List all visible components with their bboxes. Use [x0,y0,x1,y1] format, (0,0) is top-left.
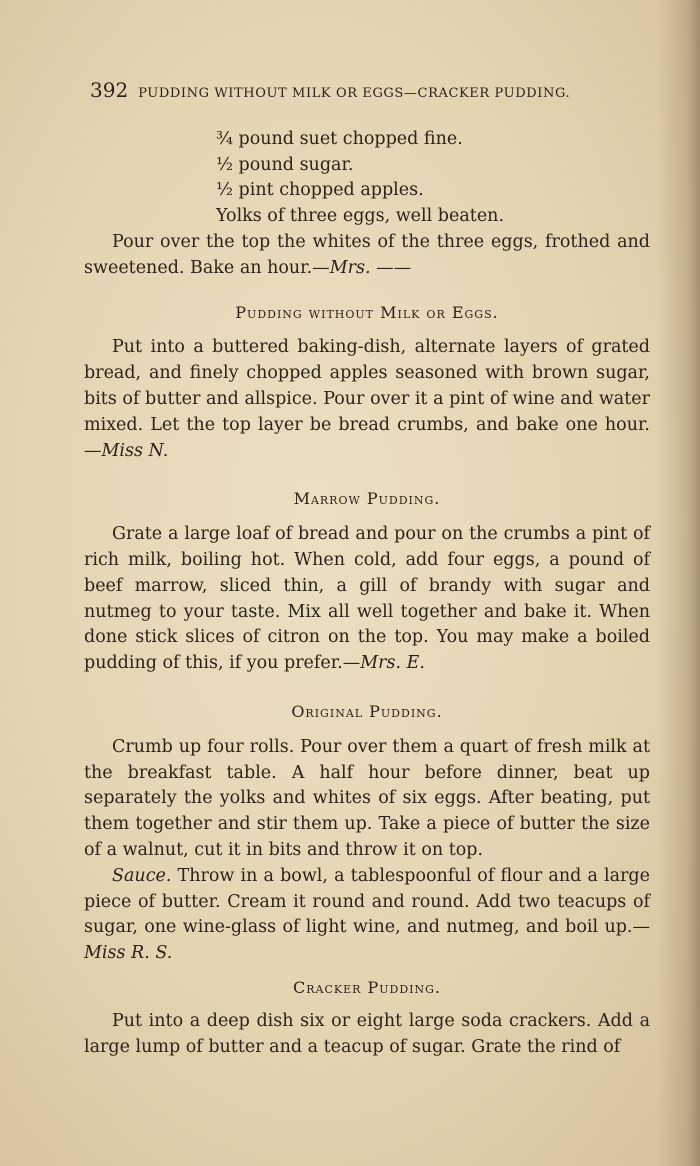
recipe-text: Put into a deep dish six or eight large soda crackers. Add a large lump of butter and a teacup of sugar. Grate the rind of [84,1010,650,1057]
recipe-body [84,1009,650,1061]
recipe-signature: Mrs. E. [360,653,425,674]
recipe-body [84,735,650,864]
ingredient-list [84,127,650,230]
ingredient-line: Yolks of three eggs, well beaten. [216,206,505,227]
sauce-label: Sauce. [112,865,172,886]
sauce-text: Throw in a bowl, a tablespoonful of flour and a large piece of butter. Cream it round and round. Add two teacups of sugar, one wine-glass of light wine, and nutmeg, and boil up.— [84,865,650,938]
recipe-title: Marrow Pudding. [293,489,441,509]
intro-paragraph [84,230,650,282]
ingredient-line: ½ pound sugar. [216,154,354,175]
recipe-title: Original Pudding. [291,701,443,721]
recipe-body [84,335,650,464]
recipe-text: Crumb up four rolls. Pour over them a quart of fresh milk at the breakfast table. A half hour before dinner, beat up separately the yolks and whites of six eggs. After beating, put them together and stir them up. Take a piece of butter the size of a walnut, cut it in bits and throw it on top. [84,736,650,860]
intro-text: Pour over the top the whites of the three eggs, frothed and sweetened. Bake an hour.— [84,231,650,278]
running-title: PUDDING WITHOUT MILK OR EGGS—CRACKER PUDDING. [138,86,571,101]
sauce-paragraph [84,864,650,967]
ingredient-line: ½ pint chopped apples. [216,180,424,201]
running-header [90,78,650,107]
recipe-title: Pudding without Milk or Eggs. [235,302,499,322]
intro-signature: Mrs. —— [329,257,412,278]
page-content [84,78,650,1060]
page-gutter-shadow [658,0,700,1166]
ingredient-line: ¾ pound suet chopped fine. [216,128,463,149]
recipe-signature: Miss N. [101,440,169,461]
recipe-signature: Miss R. S. [84,943,173,964]
recipe-body [84,522,650,677]
recipe-text: Put into a buttered baking-dish, alternate layers of grated bread, and finely chopped apples seasoned with brown sugar, bits of butter and allspice. Pour over it a pint of wine and water mixed. Let the top layer be bread crumbs, and bake one hour.— [84,337,650,461]
page-number: 392 [90,78,129,102]
recipe-text: Grate a large loaf of bread and pour on the crumbs a pint of rich milk, boiling hot. When cold, add four eggs, a pound of beef marrow, sliced thin, a gill of brandy with sugar and nutmeg to your taste. Mix all well together and bake it. When done stick slices of citron on the top. You may make a boiled pudding of this, if you prefer.— [84,524,650,674]
recipe-title: Cracker Pudding. [292,977,442,997]
